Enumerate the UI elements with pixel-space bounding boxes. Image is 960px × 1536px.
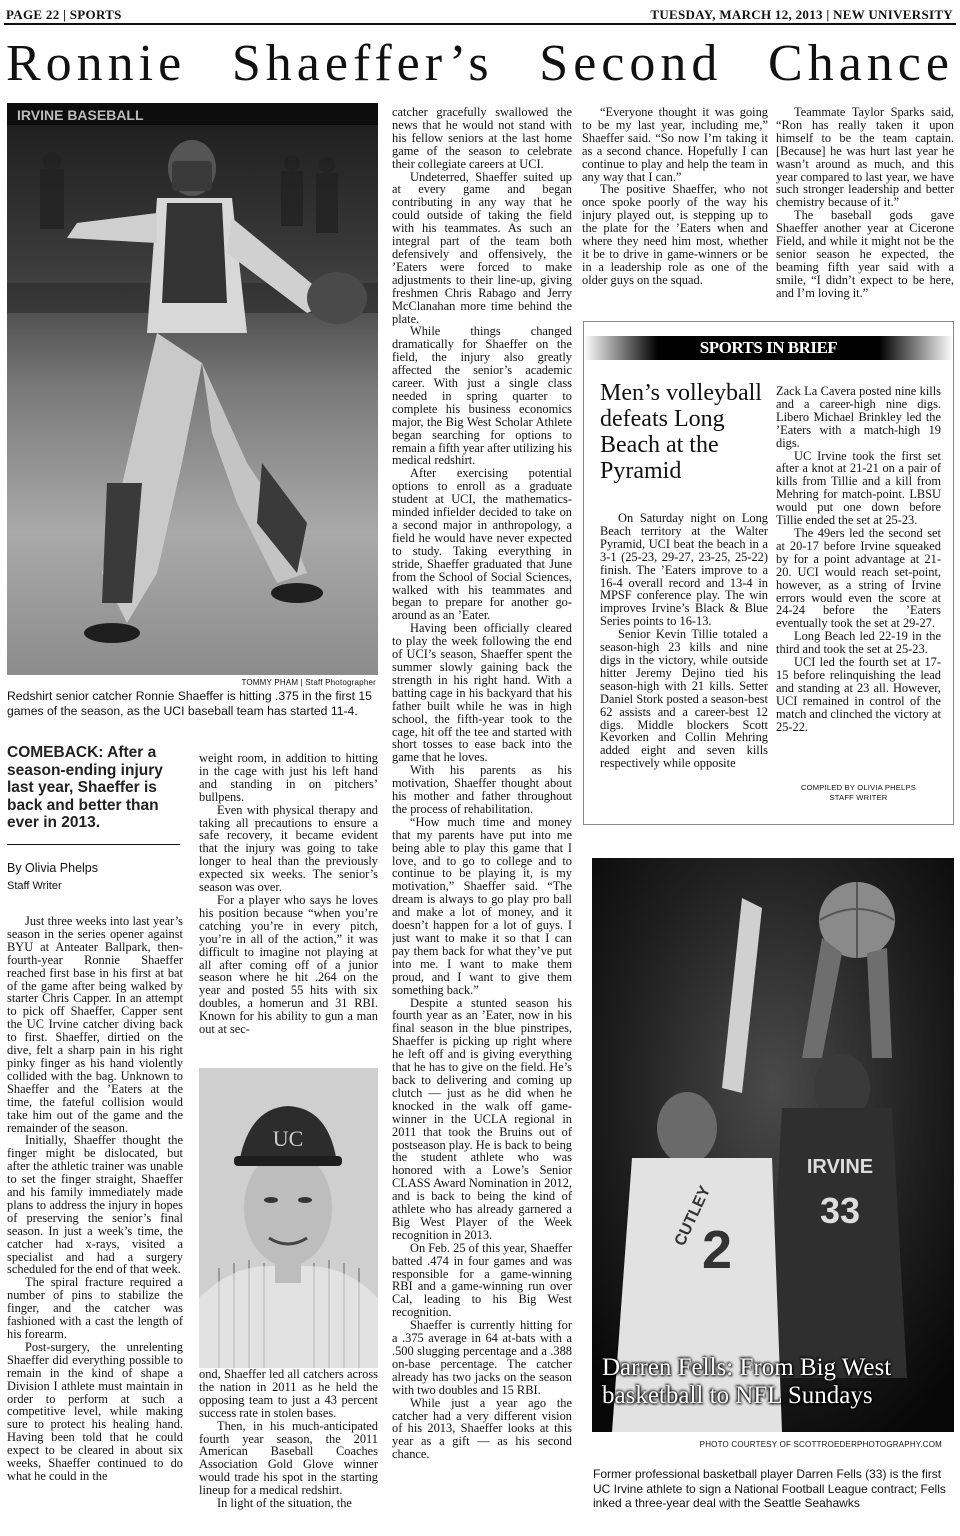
story-paragraph: Undeterred, Shaeffer suited up at every game and began contributing in any way that he could outside of taking the field with his teammates. As such an integral part of the team both defensively and offensively, the ’Eaters were forced to make adjustments to their line-up, giving freshmen Chris Rabago and Jerry McClanahan more time behind the plate. [392,169,572,326]
main-photo-caption: Redshirt senior catcher Ronnie Shaeffer is hitting .375 in the first 15 games of the season, as the UCI baseball team has started 11-4. [7,689,372,718]
brief-column-1 [600,512,768,812]
story-paragraph: ond, Shaeffer led all catchers across the nation in 2011 as he held the opposing team to just a 43 percent success rate in stolen bases. [199,1368,378,1420]
story-paragraph: On Feb. 25 of this year, Shaeffer batted .474 in four games and was responsible for a game-winning RBI and a game-winning run over Cal, leading to his Big West recognition. [392,1240,572,1320]
jersey-text-back: CUTLEY [671,1183,715,1249]
folio-right: TUESDAY, MARCH 12, 2013 | NEW UNIVERSITY [650,7,953,22]
headline [6,34,954,94]
basketball-photo-credit: PHOTO COURTESY OF SCOTTROEDERPHOTOGRAPHY.COM [699,1440,942,1449]
story-paragraph: After exercising potential options to enroll as a graduate student at UCI, the mathematics-minded infielder decided to take on a second major in anthropology, a field he would have never expected to study. Taking everything in stride, Shaeffer graduated that June from the School of Social Sciences, walked with his teammates and began to prepare for another go-around as an ’Eater. [392,466,572,623]
story-paragraph: “How much time and money that my parents have put into me being able to play this game that I love, and to go to college and to continue to be playing it, is my motivation,” Shaeffer said. “The dream is always to go play pro ball and make a lot of money, and it doesn’t happen for a lot of guys. I just want to make it so that I can pay them back for what they’ve put into me. I want to make them proud, and I want to give them something back.” [392,814,572,997]
headshot-illustration [199,1068,378,1368]
basketball-overlay-title [602,1354,952,1410]
story-column-4 [582,106,768,306]
compiled-title: STAFF WRITER [829,793,888,802]
story-paragraph: The spiral fracture required a number of pins to stabilize the finger, and the catcher was fashioned with a cast the length of his forearm. [7,1275,183,1341]
story-paragraph: While just a year ago the catcher had a very different vision of his 2013, Shaeffer looks at this year as a gift — as his second chance. [392,1395,572,1462]
headline-word: Shaeffer’s [231,35,494,92]
story-paragraph: Post-surgery, the unrelenting Shaeffer did everything possible to remain in the kind of shape a Division I athlete must maintain in order to perform at such a competitive level, while making sure to protect his healing hand. Having been told that he could expect to be cleared in about six weeks, Shaeffer continued to do what he could in the [7,1339,183,1483]
story-paragraph: In light of the situation, the [217,1496,352,1511]
basketball-illustration [592,858,954,1432]
brief-column-2 [776,385,941,777]
story-column-2-bottom [199,1368,378,1532]
byline-name: By Olivia Phelps [7,861,99,875]
story-column-5 [776,106,954,306]
brief-paragraph: The 49ers led the second set at 20-17 before Irvine squeaked by for a point advantage at 21-20. UCI would reach set-point, however, as a string of Irvine errors would even the score at 24-24 before the ’Eaters eventually took the set at 29-27. [776,525,941,631]
headline-word: Chance [768,35,954,92]
story-paragraph: The baseball gods gave Shaeffer another year at Cicerone Field, and while it might not be the senior season he expected, the beaming fifth year said with a smile, “I didn’t expect to be here, and I’m loving it.” [776,208,954,300]
story-paragraph: Despite a stunted season his fourth year as an ’Eater, now in his final season in the blue pinstripes, Shaeffer is picking up right where he left off and is giving everything that he has to give on the field. He’s back to delivering and coming up clutch — just as he did when he knocked in the walk off game-winner in the UCLA regional in 2011 that took the Bruins out of postseason play. He is back to being the student athlete who was honored with a Lowe’s Senior CLASS Award Nomination in 2012, and is back to being the kind of athlete who has already garnered a Big West Player of the Week recognition in 2013. [392,995,572,1242]
brief-headline: Men’s volleyball defeats Long Beach at the Pyramid [600,380,762,484]
story-paragraph: The positive Shaeffer, who not once spoke poorly of the way his injury played out, is stepping up to the plate for the ’Eaters when and where they need him most, whether it be to drive in game-winners or be in a leadership role as one of the older guys on the squad. [582,182,768,287]
pullquote-rule [7,844,180,845]
basketball-photo-caption: Former professional basketball player Darren Fells (33) is the first UC Irvine athlete to sign a National Football League contract; Fells inked a three-year deal with the Seattle Seahawks [593,1467,946,1510]
story-paragraph: For a player who says he loves his position because “when you’re catching you’re in every pitch, you’re in all of the action,” it was difficult to imagine not playing at all after coming off of a junior season where he hit .264 on the year and posted 55 hits with six doubles, a homerun and 31 RBI. Known for his ability to gun a man out at sec- [199,892,378,1037]
overlay-line: Darren Fells: From Big West [602,1354,892,1381]
brief-paragraph: On Saturday night on Long Beach territory at the Walter Pyramid, UCI beat the beach in a 3-1 (25-23, 29-27, 23-25, 25-22) finish. The ’Eaters improve to a 16-4 overall record and 13-4 in MPSF conference play. The win improves Irvine’s Black & Blue Series points to 16-13. [600,512,768,629]
jersey-number-front: 33 [819,1190,861,1231]
sports-in-brief-bar: SPORTS IN BRIEF [584,336,953,360]
main-photo-credit: TOMMY PHAM | Staff Photographer [241,678,376,687]
brief-paragraph: Long Beach led 22-19 in the third and took the set at 25-23. [776,629,941,657]
brief-paragraph: UC Irvine took the first set after a knot at 21-21 on a pair of kills from Tillie and a kill from Mehring for match-point. LBSU would put one down before Tillie ended the set at 25-23. [776,448,941,528]
story-paragraph: With his parents as his motivation, Shaeffer thought about his mother and father throughout the process of rehabilitation. [392,763,572,816]
main-photo [7,103,378,675]
story-paragraph: Initially, Shaeffer thought the finger might be dislocated, but after the athletic trainer was unable to set the finger straight, Shaeffer and his family immediately made plans to address the injury in hopes of preserving the senior’s final season. In just a week’s time, the catcher had x-rays, visited a specialist and had a surgery scheduled for the end of that week. [7,1133,183,1277]
story-paragraph: Then, in his much-anticipated fourth year season, the 2011 American Baseball Coaches Association Gold Glove winner would trade his spot in the starting lineup for a medical redshirt. [199,1418,378,1498]
headline-word: Second [539,35,723,92]
story-paragraph: catcher gracefully swallowed the news that he would not stand with his fellow seniors at the last home game of the season to celebrate their collegiate careers at UCI. [392,106,572,171]
headshot-photo [199,1068,378,1368]
story-paragraph: “Everyone thought it was going to be my last year, including me,” Shaeffer said. “So now I’m taking it as a second chance. Hopefully I can continue to play and help the team in any way that I can.” [582,106,768,184]
basketball-photo [592,858,954,1432]
story-paragraph: Shaeffer is currently hitting for a .375 average in 64 at-bats with a .500 slugging percentage and a .388 on-base percentage. The catcher already has two jacks on the season with two doubles and 15 RBI. [392,1318,572,1397]
story-paragraph: Having been officially cleared to play the week following the end of UCI’s season, Shaeffer spent the summer slowly gaining back the strength in his right hand. With a batting cage in his backyard that his father built while he was in high school, the fifth-year took to the cage, hit off the tee and started with short tosses to ease back into the game that he loves. [392,621,572,765]
brief-paragraph: Zack La Cavera posted nine kills and a career-high nine digs. Libero Michael Brinkley led the ’Eaters with a match-high 19 digs. [776,385,941,450]
pullquote: COMEBACK: After a season-ending injury last year, Shaeffer is back and better than ever in 2013. [7,744,163,831]
overlay-line: basketball to NFL Sundays [602,1382,873,1409]
folio-rule [4,23,956,25]
headline-word: Ronnie [6,35,187,92]
story-column-3 [392,106,572,1532]
byline-title: Staff Writer [7,880,62,892]
story-paragraph: weight room, in addition to hitting in the cage with just his left hand and standing in on pitchers’ bullpens. [199,752,378,804]
story-paragraph: Just three weeks into last year’s season in the series opener against BYU at Anteater Ballpark, then-fourth-year Ronnie Shaeffer reached first base in his first at bat of the game after being walked by starter Chris Capper. In an attempt to pick off Shaeffer, Capper sent the UC Irvine catcher diving back to first. Shaeffer, dirtied on the dive, felt a sharp pain in his right pinky finger as his hand violently collided with the bag. Unknown to Shaeffer and the ’Eaters at the time, the fateful collision would take him out of the game and the remainder of the season. [7,915,183,1135]
story-paragraph: While things changed dramatically for Shaeffer on the field, the injury also greatly affected the senior’s academic career. With just a single class needed in spring quarter to complete his business economics major, the Big West Scholar Athlete began searching for options to remain a fifth year after utilizing his medical redshirt. [392,324,572,468]
svg-text:UC: UC [272,1126,304,1151]
compiled-name: COMPILED BY OLIVIA PHELPS [800,783,916,792]
brief-compiled-by [776,783,941,803]
jersey-number-back: 2 [701,1220,733,1280]
jersey-text-front: IRVINE [806,1156,874,1178]
story-paragraph: Teammate Taylor Sparks said, “Ron has really taken it upon himself to be the team captain. [Because] he was hurt last year he wasn’t around as much, and this year compared to last year, we have such stronger leadership and better chemistry because of it.” [776,106,954,210]
story-column-1 [7,915,183,1532]
banner-text: IRVINE BASEBALL [17,107,144,123]
brief-paragraph: UCI led the fourth set at 17-15 before relinquishing the lead and standing at 23 all. However, UCI remained in control of the match and clinched the victory at 25-22. [776,655,941,734]
brief-paragraph: Senior Kevin Tillie totaled a season-high 23 kills and nine digs in the victory, while outside hitter Jeremy Dejino tied his season-high with 21 kills. Setter Daniel Stork posted a season-best 62 assists and a career-best 12 digs. Middle blockers Scott Kevorken and Collin Mehring added eight and seven kills respectively while opposite [600,627,768,771]
catcher-photo-illustration [7,103,378,675]
folio-left: PAGE 22 | SPORTS [6,7,122,22]
story-column-2-top [199,752,378,1066]
story-paragraph: Even with physical therapy and taking all precautions to ensure a safe recovery, it became evident that the injury was going to take longer to heal than the previously expected six weeks. The senior’s season was over. [199,802,378,895]
